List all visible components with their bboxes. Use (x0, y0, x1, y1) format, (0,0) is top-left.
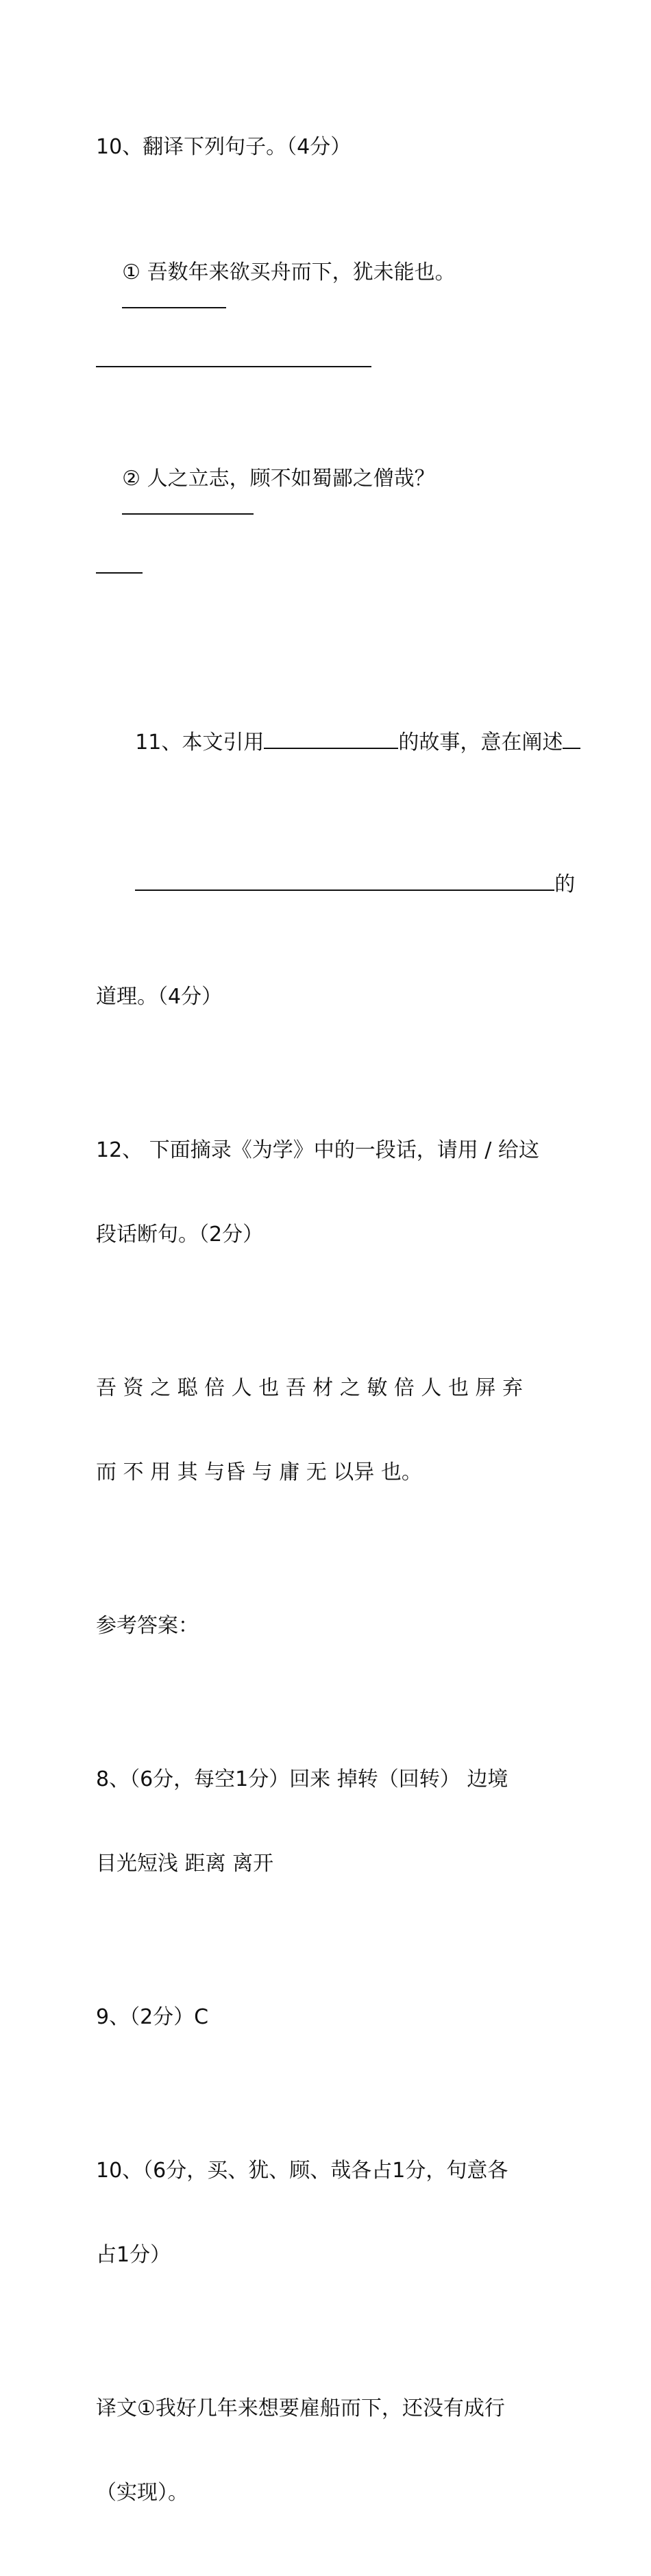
answer-blank (122, 286, 226, 308)
answer-8-line-1: 8、（6分，每空1分）回来 掉转（回转） 边境 (96, 1767, 508, 1791)
answer-blank-line (96, 552, 143, 574)
answer-blank (563, 727, 580, 749)
answer-blank (122, 493, 254, 515)
answer-blank (135, 869, 554, 891)
answer-8 (96, 1709, 562, 1934)
answer-blank-line (96, 345, 371, 367)
passage-line-1: 吾 资 之 聪 倍 人 也 吾 材 之 敏 倍 人 也 屏 弃 (96, 1376, 524, 1400)
translation (96, 2338, 562, 2563)
question-12-line-1: 12、 下面摘录《为学》中的一段话，请用 / 给这 (96, 1138, 539, 1162)
answer-10 (96, 2100, 562, 2325)
answer-10-line-2: 占1分） (96, 2243, 171, 2267)
question-11 (96, 643, 576, 1067)
answer-9: 9、（2分）C (96, 2005, 209, 2029)
answer-8-line-2: 目光短浅 距离 离开 (96, 1852, 274, 1876)
question-11-part-4: 道理。（4分） (96, 985, 223, 1009)
question-11-part-1: 11、本文引用 (135, 731, 265, 755)
translation-line-2: （实现）。 (96, 2481, 188, 2505)
answer-10-line-1: 10、（6分，买、犹、顾、哉各占1分，句意各 (96, 2159, 508, 2183)
answers-heading: 参考答案： (96, 1614, 199, 1638)
translation-line-1: 译文①我好几年来想要雇船而下，还没有成行 (96, 2396, 505, 2420)
question-10-sentence-2 (96, 437, 562, 630)
question-11-part-2: 的故事，意在阐述 (398, 731, 563, 755)
question-10 (96, 77, 562, 217)
answer-blank (264, 727, 398, 749)
passage-line-2: 而 不 用 其 与昏 与 庸 无 以异 也。 (96, 1460, 422, 1484)
question-12-passage (96, 1318, 562, 1543)
question-12 (96, 1080, 562, 1305)
document-page (96, 77, 576, 2576)
question-11-part-3: 的 (554, 872, 576, 896)
sentence-2-text: ② 人之立志，顾不如蜀鄙之僧哉？ (122, 467, 435, 491)
question-10-sentence-1 (96, 230, 562, 424)
question-10-title: 10、翻译下列句子。（4分） (96, 135, 352, 159)
question-12-line-2: 段话断句。（2分） (96, 1223, 264, 1247)
sentence-1-text: ① 吾数年来欲买舟而下，犹未能也。 (122, 260, 456, 284)
